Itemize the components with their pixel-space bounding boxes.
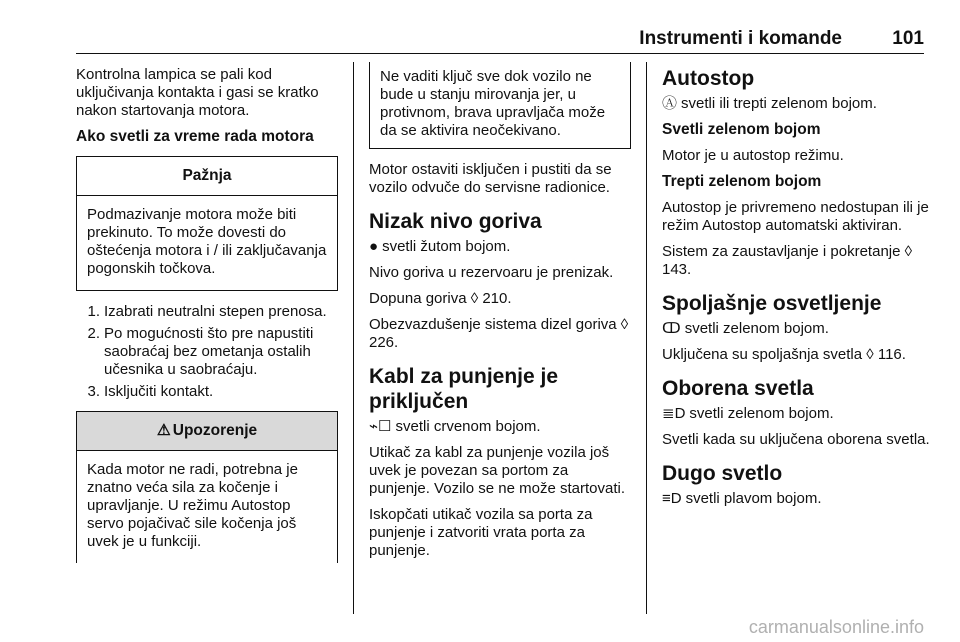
caution-body: Podmazivanje motora može biti prekinuto. To može dovesti do oštećenja motora i / ili zaključavanja pogonskih točkova. (87, 206, 327, 277)
fuel-line (369, 238, 631, 256)
highbeam-heading: Dugo svetlo (662, 462, 783, 485)
caution-title: Pažnja (77, 157, 337, 196)
autostop-heading: Autostop (662, 67, 755, 90)
highbeam-line (662, 490, 930, 508)
header-rule (76, 53, 924, 54)
intro-paragraph: Kontrolna lampica se pali kod uključivanja kontakta i gasi se kratko nakon startovanja motora. (76, 66, 319, 119)
page-number: 101 (892, 28, 924, 49)
fuel-paragraph-1: Nivo goriva u rezervoaru je prenizak. (369, 264, 614, 281)
tow-paragraph: Motor ostaviti isključen i pustiti da se vozilo odvuče do servisne radionice. (369, 161, 612, 196)
exterior-light-icon: ↀ (662, 320, 681, 337)
column-3 (662, 66, 930, 516)
autostop-paragraph-1: Motor je u autostop režimu. (662, 147, 844, 164)
fuel-paragraph-3: Obezvazdušenje sistema dizel goriva ◊ 226. (369, 316, 629, 351)
autostop-paragraph-2: Autostop je privremeno nedostupan ili je režim Autostop automatski aktiviran. (662, 199, 929, 234)
page-header-title: Instrumenti i komande (639, 28, 842, 49)
list-number: 3. (87, 383, 100, 400)
column-1 (76, 66, 338, 575)
warning-continued-body: Ne vaditi ključ sve dok vozilo ne bude u stanju mirovanja jer, u protivnom, brava upravljača može da se aktivira neočekivano. (380, 68, 606, 139)
high-beam-icon: ≡D (662, 490, 682, 507)
warning-title: Upozorenje (172, 422, 258, 439)
warning-title-bar (77, 412, 337, 451)
autostop-line (662, 95, 930, 113)
low-beam-icon: ≣D (662, 405, 686, 422)
autostop-sub-2: Trepti zelenom bojom (662, 173, 822, 190)
charging-cable-icon: ⌁☐ (369, 418, 392, 435)
lowbeam-line (662, 405, 930, 423)
list-item (76, 325, 338, 379)
list-text: Po mogućnosti što pre napustiti saobraćaj bez ometanja ostalih učesnika u saobraćaju. (104, 325, 314, 378)
cable-paragraph-1: Utikač za kabl za punjenje vozila još uvek je povezan sa portom za punjenje. Vozilo se ne može startovati. (369, 444, 625, 497)
warning-triangle-icon: ⚠ (156, 422, 171, 439)
steps-list (76, 303, 338, 401)
subheading-running: Ako svetli za vreme rada motora (76, 128, 314, 145)
list-item (76, 383, 338, 401)
highbeam-line-text: svetli plavom bojom. (685, 490, 822, 507)
list-number: 1. (87, 303, 100, 320)
exterior-paragraph: Uključena su spoljašnja svetla ◊ 116. (662, 346, 906, 363)
fuel-heading: Nizak nivo goriva (369, 210, 542, 233)
exterior-line-text: svetli zelenom bojom. (684, 320, 829, 337)
column-divider-2 (646, 62, 647, 614)
lowbeam-paragraph: Svetli kada su uključena oborena svetla. (662, 431, 930, 448)
list-text: Izabrati neutralni stepen prenosa. (104, 303, 327, 320)
autostop-line-text: svetli ili trepti zelenom bojom. (681, 95, 877, 112)
autostop-icon: Ⓐ (662, 95, 678, 112)
fuel-paragraph-2: Dopuna goriva ◊ 210. (369, 290, 512, 307)
cable-paragraph-2: Iskopčati utikač vozila sa porta za punjenje i zatvoriti vrata porta za punjenje. (369, 506, 593, 559)
list-item (76, 303, 338, 321)
exterior-line (662, 320, 930, 338)
autostop-paragraph-3: Sistem za zaustavljanje i pokretanje ◊ 143. (662, 243, 913, 278)
watermark: carmanualsonline.info (748, 617, 924, 637)
list-text: Isključiti kontakt. (104, 383, 214, 400)
caution-box (76, 156, 338, 291)
column-2 (369, 66, 631, 568)
cable-line-text: svetli crvenom bojom. (395, 418, 541, 435)
exterior-heading: Spoljašnje osvetljenje (662, 292, 882, 315)
cable-heading: Kabl za punjenje je priključen (369, 365, 559, 413)
cable-line (369, 418, 631, 436)
lowbeam-heading: Oborena svetla (662, 377, 814, 400)
fuel-line-text: svetli žutom bojom. (382, 238, 511, 255)
warning-body: Kada motor ne radi, potrebna je znatno veća sila za kočenje i upravljanje. U režimu Autostop servo pojačivač sile kočenja još uvek je u funkciji. (87, 461, 298, 550)
column-divider-1 (353, 62, 354, 614)
warning-box-continued (369, 62, 631, 149)
lowbeam-line-text: svetli zelenom bojom. (689, 405, 834, 422)
list-number: 2. (87, 325, 100, 342)
autostop-sub-1: Svetli zelenom bojom (662, 121, 821, 138)
warning-box (76, 411, 338, 563)
fuel-indicator-icon: ● (369, 238, 379, 255)
